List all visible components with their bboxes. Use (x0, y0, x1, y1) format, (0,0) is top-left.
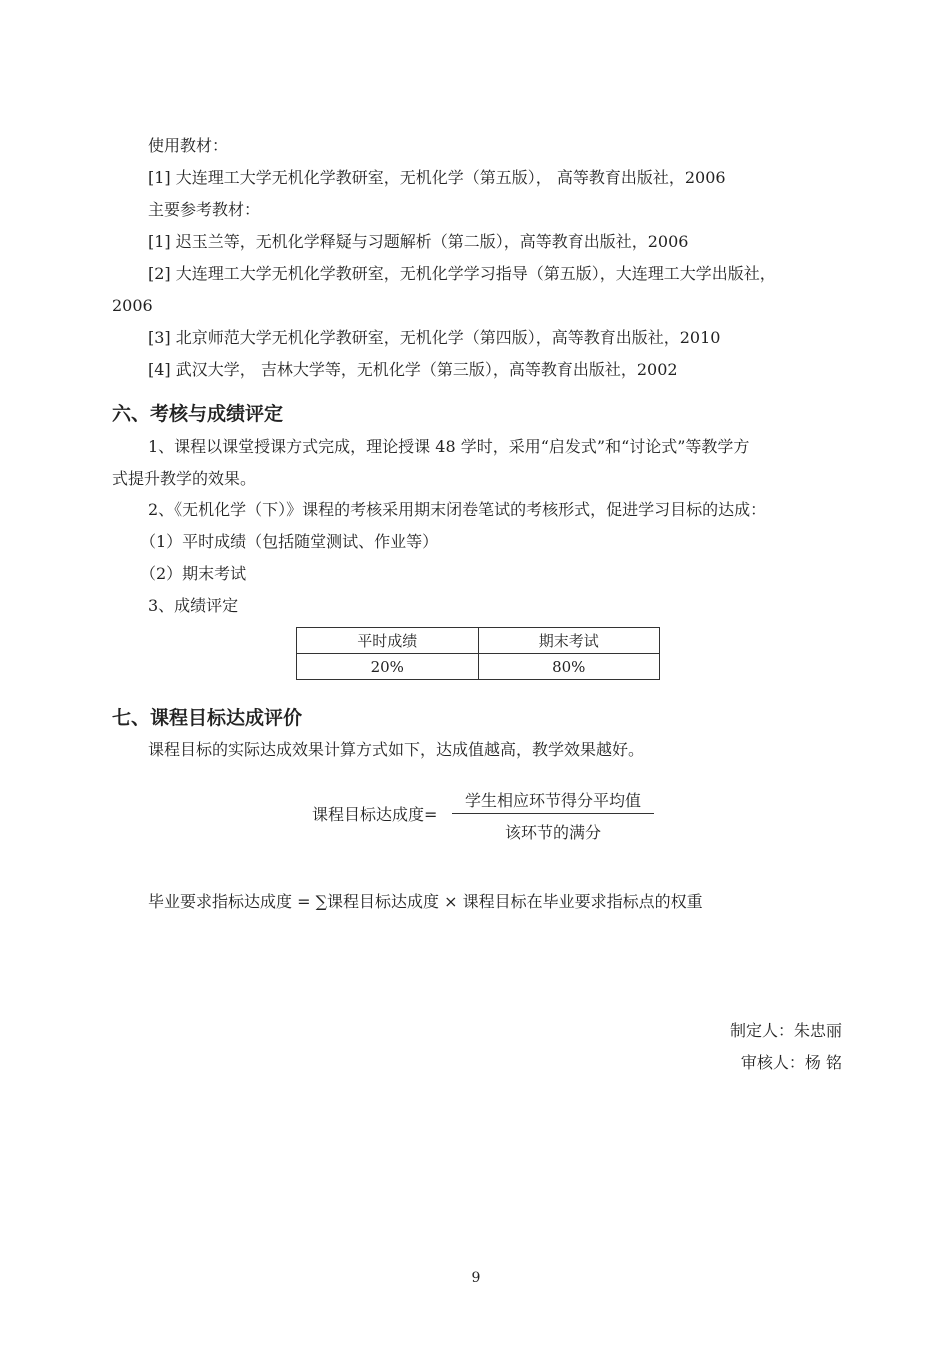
table-row (297, 628, 660, 654)
page-number: 9 (471, 1270, 481, 1286)
section7-intro: 课程目标的实际达成效果计算方式如下，达成值越高，教学效果越好。 (148, 740, 645, 759)
grade-table (296, 627, 660, 680)
section6-para2: 2、《无机化学（下）》课程的考核采用期末闭卷笔试的考核形式，促进学习目标的达成： (148, 500, 767, 519)
reference-2-line2: 2006 (112, 296, 153, 315)
formula-numerator: 学生相应环节得分平均值 (464, 791, 641, 810)
reference-label: 主要参考教材： (148, 200, 261, 219)
section6-para1-line2: 式提升教学的效果。 (112, 469, 257, 488)
assessment-item-1: （1）平时成绩（包括随堂测试、作业等） (140, 532, 439, 551)
section6-para1-line1: 1、课程以课堂授课方式完成，理论授课 48 学时，采用“启发式”和“讨论式”等教学方 (148, 437, 750, 456)
reviewer-signature: 审核人：杨 铭 (740, 1053, 842, 1072)
author-signature: 制定人：朱忠丽 (729, 1021, 842, 1040)
section7-heading: 七、课程目标达成评价 (112, 707, 303, 729)
used-textbook-label: 使用教材： (148, 136, 229, 155)
table-cell: 20% (297, 654, 479, 680)
table-header-cell: 期末考试 (478, 628, 660, 654)
formula-denominator: 该环节的满分 (504, 823, 601, 842)
graduation-formula: 毕业要求指标达成度 = ∑课程目标达成度 × 课程目标在毕业要求指标点的权重 (148, 892, 703, 911)
reference-1: [1] 迟玉兰等，无机化学释疑与习题解析（第二版），高等教育出版社，2006 (148, 232, 689, 251)
section6-heading: 六、考核与成绩评定 (112, 403, 284, 425)
formula-label: 课程目标达成度= (312, 805, 438, 824)
reference-3: [3] 北京师范大学无机化学教研室，无机化学（第四版），高等教育出版社，2010 (148, 328, 721, 347)
reference-2-line1: [2] 大连理工大学无机化学教研室，无机化学学习指导（第五版），大连理工大学出版社， (148, 264, 776, 283)
table-header-cell: 平时成绩 (297, 628, 479, 654)
section6-para3: 3、成绩评定 (148, 596, 239, 615)
table-row (297, 654, 660, 680)
assessment-item-2: （2）期末考试 (140, 564, 247, 583)
table-cell: 80% (478, 654, 660, 680)
used-textbook-1: [1] 大连理工大学无机化学教研室，无机化学（第五版）， 高等教育出版社，2006 (148, 168, 726, 187)
reference-4: [4] 武汉大学， 吉林大学等，无机化学（第三版），高等教育出版社，2002 (148, 360, 678, 379)
fraction-bar (452, 813, 654, 814)
